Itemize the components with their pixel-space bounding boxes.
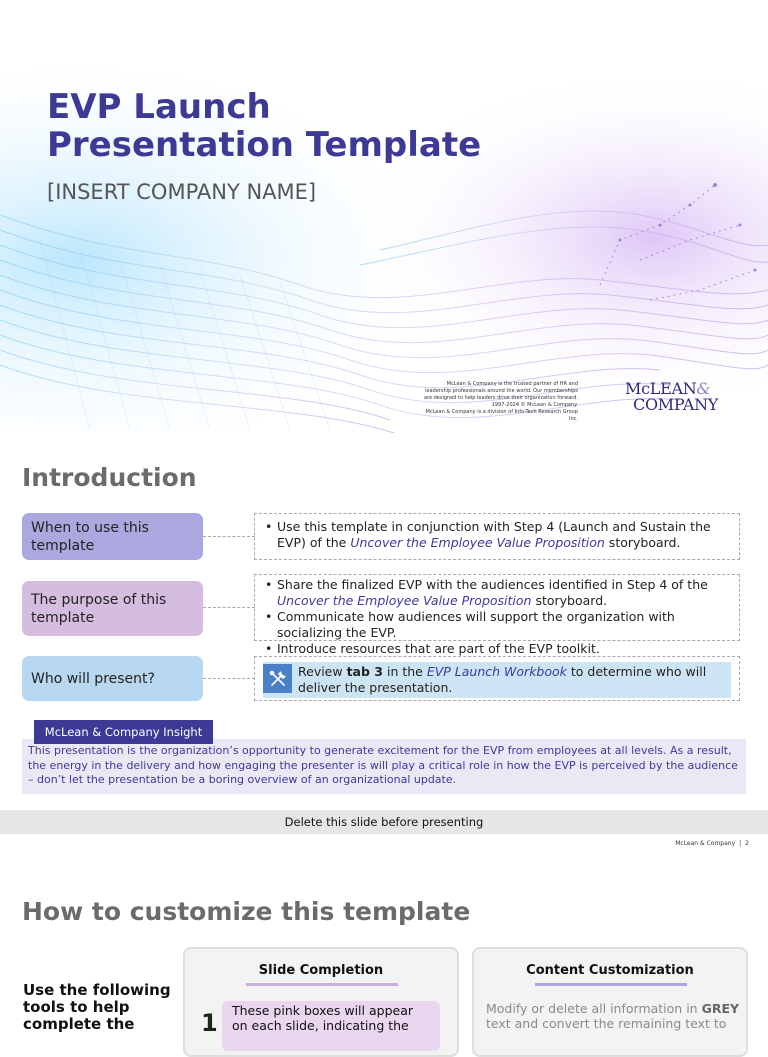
when-to-use-content bbox=[254, 513, 740, 560]
bullet-text: Use this template in conjunction with Step 4 (Launch and Sustain the EVP) of the bbox=[277, 519, 711, 550]
purpose-label bbox=[22, 581, 203, 636]
text: to determine who will deliver the presentation. bbox=[298, 664, 707, 695]
connector-line bbox=[203, 607, 255, 608]
storyboard-link[interactable]: Uncover the Employee Value Proposition bbox=[277, 593, 532, 608]
customize-slide bbox=[0, 853, 768, 1037]
storyboard-link[interactable]: Uncover the Employee Value Proposition bbox=[350, 535, 605, 550]
introduction-slide bbox=[0, 433, 768, 853]
bullet-text: storyboard. bbox=[531, 593, 608, 608]
disclaimer-line: McLean & Company is the trusted partner of HR and bbox=[446, 381, 578, 387]
label-text: Who will present? bbox=[31, 670, 155, 687]
card-underline bbox=[535, 983, 687, 986]
text: in the bbox=[383, 664, 427, 679]
bullet-item: • Introduce resources that are part of the EVP toolkit. bbox=[263, 641, 731, 657]
card-title: Content Customization bbox=[526, 963, 694, 978]
title-line-1: EVP Launch bbox=[47, 87, 271, 127]
wave-background bbox=[0, 0, 768, 433]
step-number: 1 bbox=[201, 1009, 218, 1037]
page-number: 2 bbox=[745, 840, 749, 847]
insight-title: McLean & Company Insight bbox=[34, 720, 213, 744]
workbook-reference-text bbox=[298, 664, 727, 696]
bullet-text: Share the finalized EVP with the audiences identified in Step 4 of the bbox=[277, 577, 708, 592]
bullet-item bbox=[263, 577, 731, 609]
card-underline bbox=[246, 983, 398, 986]
insight-text: This presentation is the organization’s opportunity to generate excitement for the EVP from employees at all levels. As a result, the energy in the delivery and how engaging the presenter is will play a critical role in how the EVP is perceived by the audience – don’t let the presentation be a boring overview of an organizational update. bbox=[22, 739, 746, 794]
company-disclaimer bbox=[384, 381, 578, 423]
disclaimer-line: are designed to help leaders drive their organization forward. bbox=[423, 395, 578, 401]
logo-text-company: COMPANY bbox=[633, 395, 719, 414]
bullet-item bbox=[263, 519, 731, 551]
slide-completion-card bbox=[183, 947, 459, 1057]
logo-ampersand: & bbox=[696, 379, 711, 398]
customization-text bbox=[486, 1001, 741, 1031]
disclaimer-line: McLean & Company is a division of Info-Tech Research Group bbox=[425, 409, 578, 415]
bullet-item: • Communicate how audiences will support the organization with socializing the EVP. bbox=[263, 609, 731, 641]
label-text: The purpose of this template bbox=[31, 591, 167, 626]
disclaimer-line: 1997-2024 © McLean & Company. bbox=[491, 402, 578, 408]
company-name-placeholder[interactable]: [INSERT COMPANY NAME] bbox=[47, 180, 317, 204]
delete-slide-note: Delete this slide before presenting bbox=[0, 810, 768, 834]
workbook-link[interactable]: EVP Launch Workbook bbox=[426, 664, 567, 679]
label-text: When to use this template bbox=[31, 519, 149, 554]
disclaimer-line: leadership professionals around the world. Our memberships bbox=[425, 388, 578, 394]
footer-brand: McLean & Company bbox=[675, 840, 736, 847]
connector-line bbox=[203, 678, 255, 679]
when-to-use-label bbox=[22, 513, 203, 560]
footer-separator: | bbox=[739, 840, 742, 847]
bullet-text: storyboard. bbox=[604, 535, 681, 550]
content-customization-card bbox=[472, 947, 748, 1057]
disclaimer-line: Inc. bbox=[569, 416, 578, 422]
tab-reference: tab 3 bbox=[346, 664, 383, 679]
tools-icon bbox=[263, 664, 292, 693]
purpose-content bbox=[254, 574, 740, 656]
mclean-company-logo bbox=[625, 381, 718, 413]
grey-keyword: GREY bbox=[701, 1001, 740, 1016]
logo-text-mclean: McLEAN bbox=[625, 379, 697, 398]
slide-footer bbox=[675, 840, 749, 847]
title-line-2: Presentation Template bbox=[47, 125, 482, 165]
title-slide bbox=[0, 0, 768, 433]
presentation-title bbox=[47, 88, 481, 164]
who-presents-label bbox=[22, 656, 203, 701]
use-tools-text: Use the following tools to help complete the bbox=[23, 981, 171, 1033]
text: Modify or delete all information in bbox=[486, 1001, 702, 1016]
card-title: Slide Completion bbox=[258, 963, 384, 978]
workbook-reference bbox=[263, 662, 731, 698]
text: Review bbox=[298, 664, 347, 679]
connector-line bbox=[203, 536, 255, 537]
who-presents-content bbox=[254, 656, 740, 701]
text: text and convert the remaining text to bbox=[486, 1016, 727, 1031]
introduction-heading: Introduction bbox=[22, 463, 197, 492]
customize-heading: How to customize this template bbox=[22, 897, 471, 926]
pink-completion-box: These pink boxes will appear on each slide, indicating the bbox=[222, 1001, 440, 1051]
